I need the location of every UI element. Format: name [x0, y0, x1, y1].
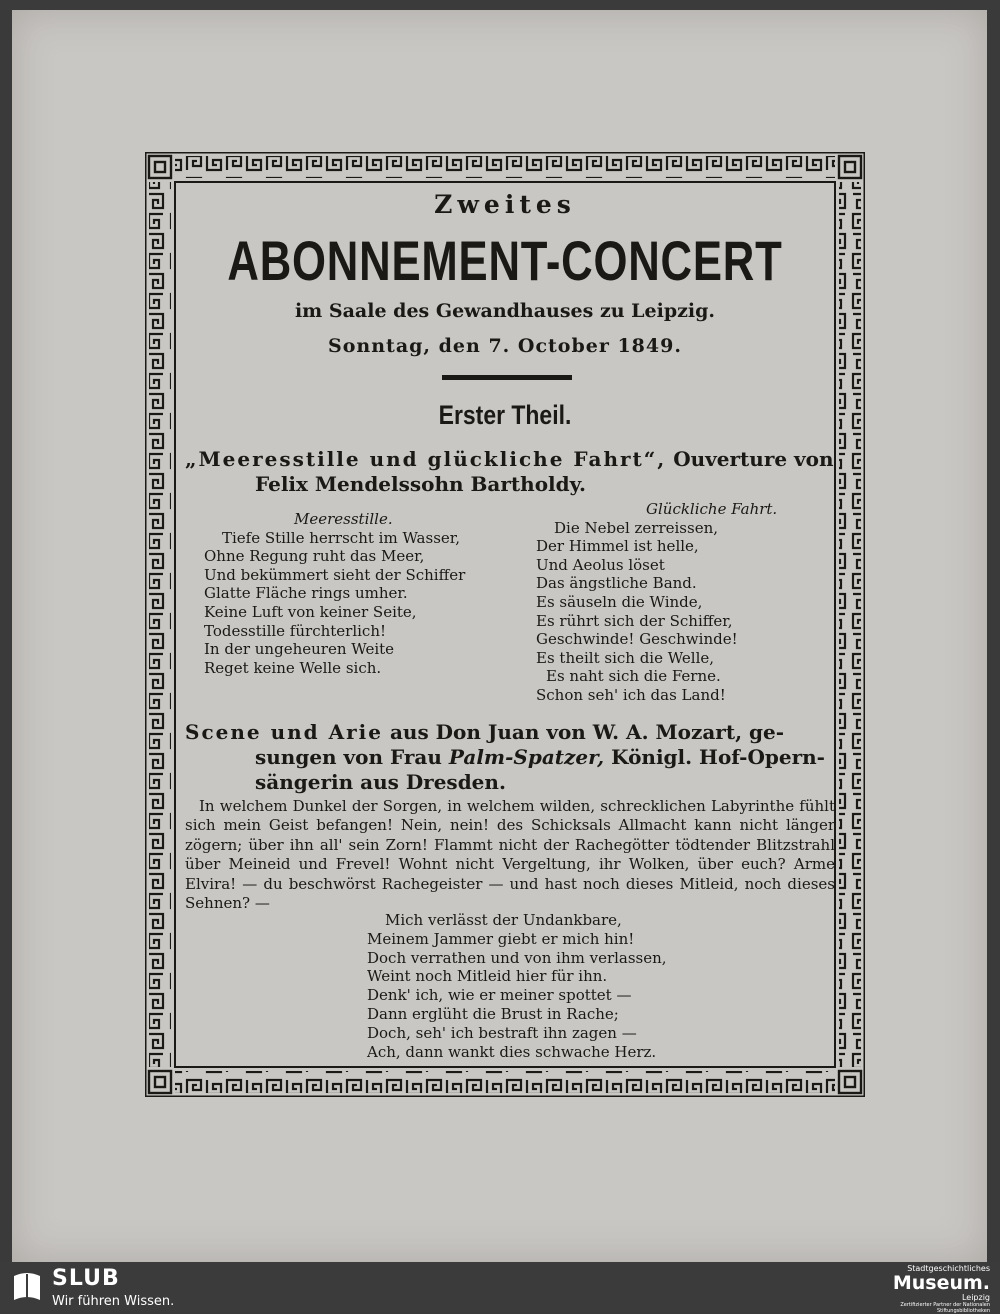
library-tagline: Wir führen Wissen. — [52, 1294, 175, 1309]
aria-verse: Dann erglüht die Brust in Rache; — [367, 1004, 619, 1023]
aria-line-2 — [185, 745, 835, 770]
aria-line-3: sängerin aus Dresden. — [255, 770, 506, 794]
overture-title: „Meeresstille und glückliche Fahrt“, — [185, 447, 667, 471]
singer-name: Palm-Spatzer, — [448, 745, 605, 769]
aria-verse: Denk' ich, wie er meiner spottet — — [367, 986, 632, 1005]
poem-line: Die Nebel zerreissen, — [554, 518, 719, 537]
library-name[interactable]: SLUB — [52, 1266, 120, 1291]
poem-line: Ohne Regung ruht das Meer, — [204, 547, 425, 566]
aria-line-1 — [185, 720, 835, 745]
recitative-text — [185, 797, 835, 913]
aria-sung-by: sungen von Frau — [255, 745, 449, 769]
aria-work: aus Don Juan von W. A. Mozart, ge- — [382, 720, 785, 744]
aria-verse: Ach, dann wankt dies schwache Herz. — [367, 1042, 657, 1061]
poem-line: Der Himmel ist helle, — [536, 537, 699, 556]
aria-verses — [367, 911, 707, 1061]
poem-line: Und bekümmert sieht der Schiffer — [204, 565, 466, 584]
program-item-overture — [185, 447, 835, 497]
concert-date: Sonntag, den 7. October 1849. — [328, 335, 682, 357]
poem-line: Schon seh' ich das Land! — [536, 685, 726, 704]
aria-verse: Mich verlässt der Undankbare, — [385, 911, 622, 929]
poem-heading: Meeresstille. — [294, 510, 393, 528]
aria-verse: Doch verrathen und von ihm verlassen, — [367, 948, 667, 967]
program-item-aria — [185, 720, 835, 795]
poem-line: Und Aeolus löset — [536, 555, 665, 574]
divider-rule — [442, 375, 572, 380]
viewer-footer — [0, 1262, 1000, 1312]
poem-line: Das ängstliche Band. — [536, 574, 697, 593]
venue-line: im Saale des Gewandhauses zu Leipzig. — [294, 300, 716, 322]
poem-glueckliche-fahrt — [536, 500, 836, 705]
aria-verse: Doch, seh' ich bestraft ihn zagen — — [367, 1023, 637, 1042]
museum-top-text: Stadtgeschichtliches — [907, 1264, 990, 1273]
museum-name: Museum. — [892, 1272, 990, 1294]
concert-title: ABONNEMENT-CONCERT — [227, 229, 783, 292]
poem-line: Todesstille fürchterlich! — [204, 621, 387, 640]
poem-line: Es rührt sich der Schiffer, — [536, 611, 733, 630]
poem-line: Geschwinde! Geschwinde! — [536, 630, 738, 649]
overture-composer: Felix Mendelssohn Bartholdy. — [255, 472, 586, 496]
aria-lead: Scene und Arie — [185, 720, 383, 744]
recitative-paragraph: In welchem Dunkel der Sorgen, in welchem wilden, schrecklichen Labyrinthe fühlt sich mein Geist befangen! Nein, nein! des Schicksals Allmacht kann nicht länger zögern; über ihn all' sein Zorn! Flammt nicht der Rachegötter tödtender Blitzstrahl über Meineid und Frevel! Wohnt nicht Vergeltung, ihr Wolken, über euch? Arme Elvira! — du beschwörst Rachegeister — und hast noch dieses Mitleid, noch dieses Sehnen? — — [185, 797, 835, 913]
poem-line: Reget keine Welle sich. — [204, 658, 382, 677]
section-heading-part-one: Erster Theil. — [438, 400, 572, 430]
poem-line: In der ungeheuren Weite — [204, 640, 395, 659]
pre-title: Zweites — [434, 190, 576, 219]
aria-verse: Meinem Jammer giebt er mich hin! — [367, 929, 635, 948]
scan-edge — [0, 0, 1000, 10]
museum-partner-note: Zertifizierter Partner der Nationalen Stiftungsbibliotheken — [900, 1302, 990, 1314]
poem-line: Glatte Fläche rings umher. — [204, 584, 408, 603]
overture-type: Ouverture von — [666, 447, 834, 471]
poem-line: Es theilt sich die Welle, — [536, 648, 715, 667]
aria-verse: Weint noch Mitleid hier für ihn. — [367, 967, 608, 986]
poem-line: Es naht sich die Ferne. — [546, 667, 721, 686]
slub-logo-icon — [12, 1270, 42, 1304]
museum-city: Leipzig — [961, 1293, 990, 1302]
singer-title: Königl. Hof-Opern- — [604, 745, 825, 769]
poem-heading: Glückliche Fahrt. — [646, 500, 778, 518]
poem-meeresstille — [204, 510, 504, 677]
poem-line: Tiefe Stille herrscht im Wasser, — [222, 528, 461, 547]
museum-logo[interactable] — [850, 1264, 990, 1314]
poem-line: Keine Luft von keiner Seite, — [204, 602, 417, 621]
poem-line: Es säuseln die Winde, — [536, 592, 703, 611]
overture-line — [185, 447, 835, 472]
